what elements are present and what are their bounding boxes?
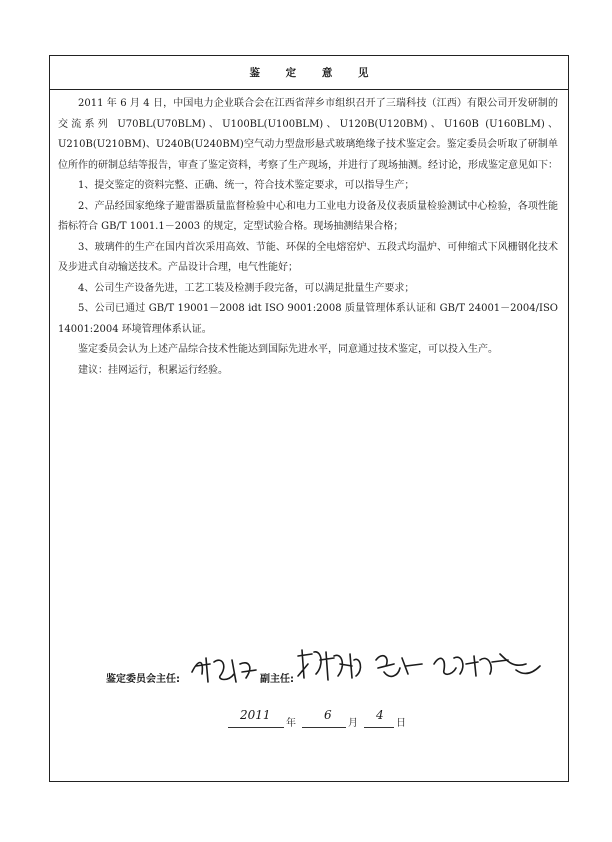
chair-label: 鉴定委员会主任:: [106, 674, 180, 685]
vice-chair-label: 副主任:: [260, 674, 294, 685]
year-underline: [228, 727, 284, 728]
date-year-handwritten: 2011: [240, 708, 271, 722]
opinion-item-1: 1、提交鉴定的资料完整、正确、统一，符合技术鉴定要求，可以指导生产；: [78, 180, 415, 191]
appraisal-body: [50, 94, 568, 381]
date-month-handwritten: 6: [324, 708, 332, 722]
opinion-item-3: 3、玻璃件的生产在国内首次采用高效、节能、环保的全电熔窑炉、五段式均温炉、可伸缩式下风栅钢化技术及步进式自动输送技术。产品设计合理，电气性能好；: [58, 241, 558, 273]
year-unit: 年: [286, 718, 296, 729]
month-underline: [302, 727, 346, 728]
suggestion-paragraph: 建议：挂网运行，积累运行经验。: [78, 364, 228, 376]
opinion-item-2: 2、产品经国家绝缘子避雷器质量监督检验中心和电力工业电力设备及仪表质量检验测试中心检验，各项性能指标符合 GB/T 1001.1－2003 的规定，定型试验合格。现场抽测结果合格；: [58, 200, 558, 232]
opinion-item-5: 5、公司已通过 GB/T 19001－2008 idt ISO 9001:2008 质量管理体系认证和 GB/T 24001－2004/ISO 14001:2004 环境管理体系认证。: [58, 303, 558, 335]
form-title: 鉴 定 意 见: [249, 67, 380, 79]
conclusion-paragraph: 鉴定委员会认为上述产品综合技术性能达到国际先进水平，同意通过技术鉴定，可以投入生产。: [78, 344, 498, 355]
day-underline: [364, 727, 394, 728]
appraisal-form: [49, 55, 569, 782]
month-unit: 月: [348, 718, 358, 729]
date-day-handwritten: 4: [376, 708, 384, 722]
intro-paragraph: 2011 年 6 月 4 日，中国电力企业联合会在江西省萍乡市组织召开了三瑞科技（江西）有限公司开发研制的交流系列 U70BL(U70BLM)、U100BL(U100BLM)、U120B(U120BM)、U160B (U160BLM)、U210B(U210BM)、U240B(U240BM)空气动力型盘形悬式玻璃绝缘子技术鉴定会。鉴定委员会听取了研制单位所作的研制总结等报告，审查了鉴定资料，考察了生产现场，并进行了现场抽测。经讨论，形成鉴定意见如下：: [58, 98, 558, 171]
opinion-item-4: 4、公司生产设备先进，工艺工装及检测手段完备，可以满足批量生产要求；: [78, 282, 415, 294]
day-unit: 日: [396, 718, 406, 729]
form-header: [50, 56, 568, 90]
signature-date: [50, 708, 568, 732]
signature-row: [50, 652, 568, 692]
